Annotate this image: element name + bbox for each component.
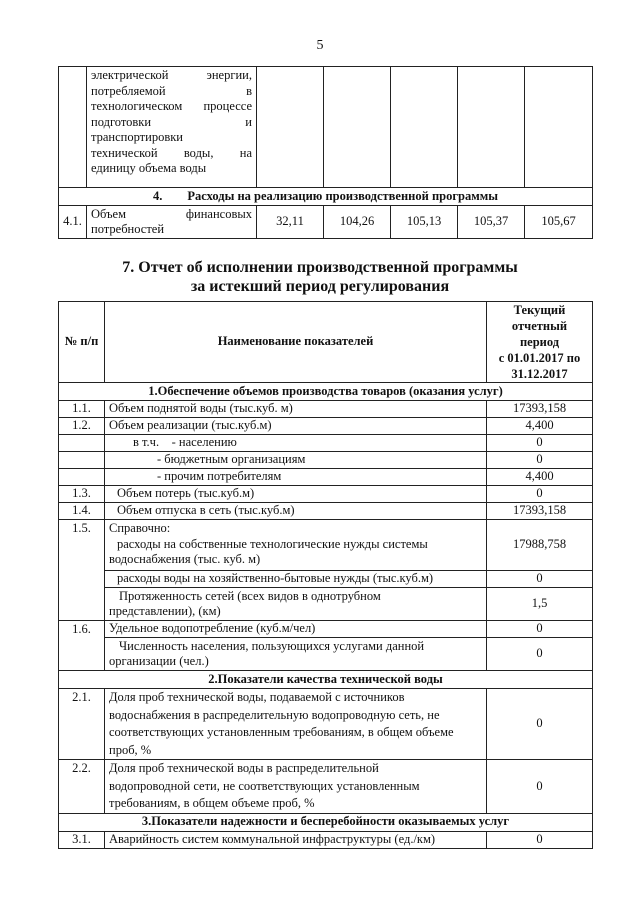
frag-line: транспортировки [91,130,183,144]
table-row [59,520,593,571]
table-row [59,486,593,503]
row-number: 2.2. [59,760,105,814]
section-header-row [59,383,593,401]
cell-empty [324,67,391,188]
value-cell: 105,67 [525,206,593,239]
row-value: 0 [487,621,593,638]
frag-line: подготовки и [91,114,252,129]
row-name: Удельное водопотребление (куб.м/чел) [105,621,487,638]
row-name-line: проб, % [109,742,152,757]
row-number: 1.3. [59,486,105,503]
header-num: № п/п [59,302,105,383]
row-name [105,760,487,814]
row-name-line: водоснабжения в распределительную водопроводную сеть, не [109,707,440,722]
section-2-header: 2.Показатели качества технической воды [59,671,593,689]
reference-label: Справочно: [109,521,171,535]
section-header-row [59,188,593,206]
table-row [59,621,593,638]
row-name-line: соответствующих установленным требованиям, в общем объеме [109,725,454,739]
row-number: 3.1. [59,831,105,848]
section-header-row [59,813,593,831]
production-program-table-continuation [58,66,593,239]
row-name-line: Численность населения, пользующихся услугами данной [119,638,425,653]
row-value: 0 [487,760,593,814]
row-number: 1.6. [59,621,105,671]
indicator-description-fragment [87,67,257,188]
row-number: 1.2. [59,418,105,435]
row-value: 0 [487,831,593,848]
row-name [105,520,487,571]
table-row [59,689,593,760]
section-3-header: 3.Показатели надежности и бесперебойности оказываемых услуг [59,813,593,831]
frag-line: электрической энергии, [91,68,252,82]
header-period-line: с 01.01.2017 по [498,351,581,365]
table-row [59,418,593,435]
value-cell: 104,26 [324,206,391,239]
row-name: Объем реализации (тыс.куб.м) [105,418,487,435]
value-cell: 105,13 [391,206,458,239]
cell-empty [257,67,324,188]
page-number: 5 [316,38,324,53]
row-value: 0 [487,638,593,671]
row-value: 0 [487,689,593,760]
cell-empty [458,67,525,188]
row-name-line: водопроводной сети, не соответствующих установленным [109,778,420,793]
row-number: 1.4. [59,503,105,520]
table-row [59,435,593,452]
row-name-line: организации (чел.) [109,654,209,668]
row-name-line: Объем финансовых [91,206,252,221]
row-value: 0 [487,452,593,469]
row-name-line: Доля проб технической воды в распределительной [109,761,379,775]
frag-line: потребляемой в [91,83,252,98]
frag-line: единицу объема воды [91,161,207,175]
row-name: Объем поднятой воды (тыс.куб. м) [105,401,487,418]
row-name-line: Протяженность сетей (всех видов в однотрубном [119,588,381,603]
row-name [87,206,257,239]
row-name-line: потребностей [91,222,165,236]
row-name: - бюджетным организациям [105,452,487,469]
frag-line: технологическом процессе [91,99,252,113]
section-header-row [59,671,593,689]
row-name: расходы воды на хозяйственно-бытовые нужды (тыс.куб.м) [105,571,487,588]
header-period-line: Текущий [513,303,566,317]
row-value: 0 [487,435,593,452]
row-value: 17393,158 [487,503,593,520]
value-cell: 32,11 [257,206,324,239]
report-table [58,301,593,849]
table-row [59,638,593,671]
row-value: 4,400 [487,418,593,435]
row-name-line: расходы на собственные технологические нужды системы [117,536,428,551]
row-name: в т.ч. - населению [105,435,487,452]
report-title [0,258,640,296]
header-period [487,302,593,383]
value-cell: 105,37 [458,206,525,239]
row-number: 4.1. [59,206,87,239]
table-row [59,67,593,188]
row-name [105,638,487,671]
table-row [59,206,593,239]
row-name: - прочим потребителям [105,469,487,486]
cell-empty [391,67,458,188]
row-name: Аварийность систем коммунальной инфраструктуры (ед./км) [105,831,487,848]
header-period-line: отчетный период [511,319,568,349]
cell-empty [525,67,593,188]
section-4-title: Расходы на реализацию производственной программы [187,188,499,203]
table-row [59,571,593,588]
header-row [59,302,593,383]
table-row [59,401,593,418]
row-value: 0 [487,486,593,503]
row-value: 0 [487,571,593,588]
section-4-number: 4. [152,188,163,203]
report-title-line: за истекший период регулирования [190,278,450,295]
row-name-line: требованиям, в общем объеме проб, % [109,796,315,810]
table-row [59,831,593,848]
table-row [59,588,593,621]
table-row [59,503,593,520]
row-number [59,469,105,486]
row-name: Объем отпуска в сеть (тыс.куб.м) [105,503,487,520]
cell-num [59,67,87,188]
row-value: 17988,758 [487,520,593,571]
row-number [59,452,105,469]
table-row [59,760,593,814]
section-4-header [59,188,593,206]
row-value: 17393,158 [487,401,593,418]
row-number [59,435,105,452]
frag-line: технической воды, на [91,145,252,160]
row-name [105,689,487,760]
row-name-line: представлении), (км) [109,604,221,618]
row-name: Объем потерь (тыс.куб.м) [105,486,487,503]
header-period-line: 31.12.2017 [511,367,568,381]
header-name: Наименование показателей [105,302,487,383]
row-name-line: Доля проб технической воды, подаваемой с источников [109,690,405,704]
table-row [59,469,593,486]
row-number: 1.1. [59,401,105,418]
row-value: 4,400 [487,469,593,486]
row-name [105,588,487,621]
section-1-header: 1.Обеспечение объемов производства товаров (оказания услуг) [59,383,593,401]
report-title-line: 7. Отчет об исполнении производственной программы [122,259,518,276]
row-value: 1,5 [487,588,593,621]
row-number: 2.1. [59,689,105,760]
table-row [59,452,593,469]
row-name-line: водоснабжения (тыс. куб. м) [109,552,261,566]
row-number: 1.5. [59,520,105,621]
